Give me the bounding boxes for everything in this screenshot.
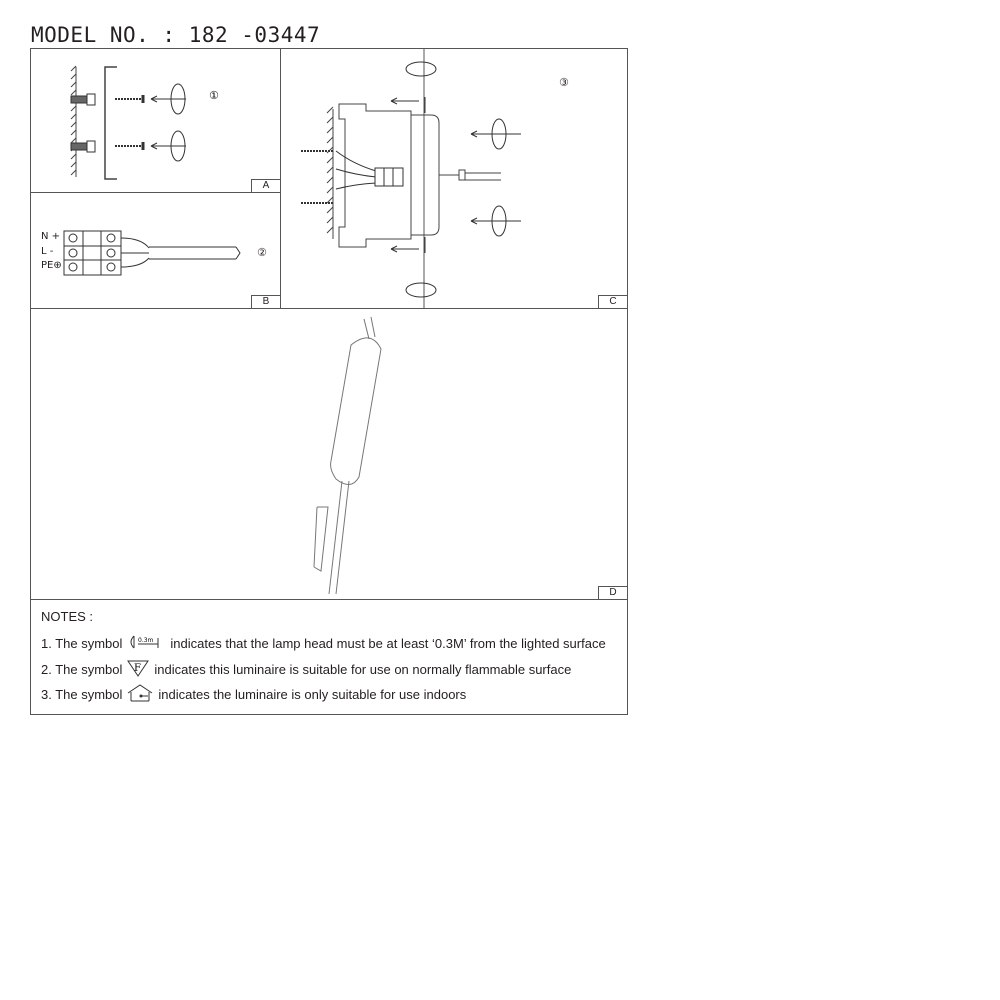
- step-number-3: ③: [559, 76, 569, 89]
- flammable-surface-symbol-icon: [126, 659, 150, 680]
- step-number-1: ①: [209, 89, 219, 102]
- note-3-prefix: 3. The symbol: [41, 687, 123, 702]
- note-1-text: indicates that the lamp head must be at least ‘0.3M’ from the lighted surface: [170, 636, 606, 651]
- terminal-label-pe: PE⊕: [41, 260, 62, 271]
- distance-symbol-icon: [126, 634, 162, 653]
- panel-b: [30, 192, 281, 309]
- panel-c: [280, 48, 628, 309]
- assembled-lamp-diagram: [31, 309, 629, 601]
- note-2-text: indicates this luminaire is suitable for use on normally flammable surface: [154, 662, 572, 677]
- bracket-icon: [105, 67, 117, 179]
- terminal-label-l: L -: [41, 246, 54, 257]
- flammable-symbol-label: F: [134, 663, 142, 674]
- wall-plug-screw-diagram: [31, 49, 282, 194]
- panel-tag-c: C: [598, 295, 627, 308]
- wires-icon: [336, 151, 376, 189]
- screw-icon: [301, 151, 333, 203]
- terminal-label-n: N +: [41, 231, 61, 242]
- note-3: [41, 684, 466, 705]
- note-1: [41, 634, 606, 653]
- notes-section: [30, 599, 628, 715]
- model-number: MODEL NO. : 182 -03447: [31, 23, 321, 47]
- step-number-2: ②: [257, 246, 267, 259]
- wall-hatch-icon: [327, 107, 333, 239]
- panel-a: [30, 48, 281, 193]
- panel-d: [30, 308, 628, 600]
- screw-icon: [115, 95, 145, 150]
- notes-title: NOTES :: [41, 609, 94, 624]
- note-2: [41, 659, 571, 680]
- cable-icon: [121, 238, 240, 267]
- rotate-arrow-icon: [151, 84, 186, 161]
- panel-tag-d: D: [598, 586, 627, 599]
- connector-block-icon: [375, 168, 403, 186]
- note-2-prefix: 2. The symbol: [41, 662, 123, 677]
- indoor-house-symbol-icon: [126, 684, 154, 705]
- distance-symbol-label: 0.3m: [138, 637, 154, 644]
- terminal-block-diagram: [31, 193, 282, 310]
- mounting-plate-diagram: [281, 49, 629, 310]
- note-1-prefix: 1. The symbol: [41, 636, 123, 651]
- note-3-text: indicates the luminaire is only suitable for use indoors: [158, 687, 467, 702]
- panel-tag-b: B: [251, 295, 280, 308]
- terminal-block-icon: [64, 231, 121, 275]
- lamp-icon: [314, 317, 381, 594]
- canopy-icon: [411, 115, 439, 235]
- wall-hatch-icon: [71, 66, 76, 177]
- panel-tag-a: A: [251, 179, 280, 192]
